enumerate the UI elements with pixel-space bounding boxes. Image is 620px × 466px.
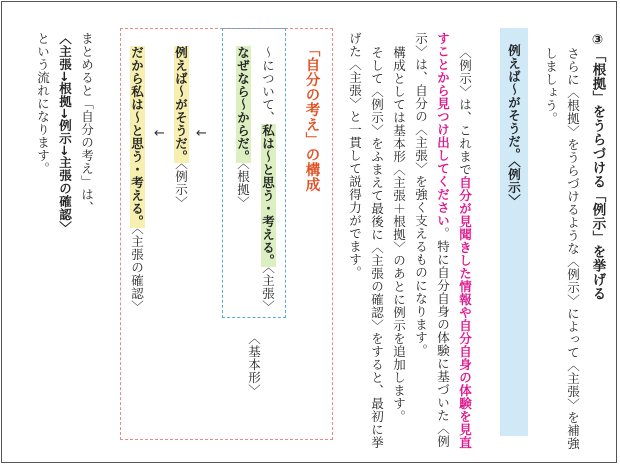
body-highlight-1: 自分が見聞きした情報や自分自身の体験を見直 <box>457 176 473 449</box>
body-line-2 <box>436 32 449 448</box>
conclusion-tag: 〈主張の確認〉 <box>129 228 145 313</box>
example-line <box>174 46 187 209</box>
reason-text: なぜなら〜からだ。 <box>235 46 251 163</box>
basic-form-box <box>222 28 286 318</box>
summary-line-3: という流れになります。 <box>35 32 51 175</box>
example-tag: 〈例示〉 <box>173 163 189 209</box>
structure-diagram-title: 「自分の考え」の構成 <box>303 42 320 192</box>
claim-lead: 〜について、 <box>260 46 276 124</box>
summary-line-2: 〈主張→根拠→例示→主張の確認〉 <box>57 32 73 234</box>
body-highlight-2: すことから見つけ出してください <box>435 32 451 227</box>
body-text-a: 〈例示〉は、これまで <box>457 46 473 176</box>
intro-line-2: しましょう。 <box>543 47 559 125</box>
arrow-left-2: ← <box>154 126 165 141</box>
conclusion-text: だから私は〜と思う・考える。 <box>129 46 145 228</box>
body-line-4: 構成としては基本形〈主張＋根拠〉のあとに例示を追加します。 <box>391 46 407 423</box>
arrow-left-1: ← <box>196 126 207 141</box>
body-line-1 <box>458 46 471 449</box>
body-line-6: げた〈主張〉と一貫して説得力がでます。 <box>347 32 363 279</box>
heading-number: ③ <box>589 32 606 49</box>
heading-text: 「根拠」をうらづける「例示」を挙げる <box>589 48 606 301</box>
body-text-b: 。特に自分自身の体験に基づいた〈例 <box>435 227 451 448</box>
example-text: 例えば〜がそうだ。 <box>173 46 189 163</box>
reason-line <box>236 46 249 209</box>
section-heading <box>590 32 604 301</box>
example-callout-text: 例えば〜がそうだ。〈例示〉 <box>506 44 522 207</box>
intro-line-1: さらに〈根拠〉をうらづけるような〈例示〉によって〈主張〉を補強 <box>565 47 581 450</box>
basic-form-label: 〈基本形〉 <box>246 332 262 397</box>
conclusion-line <box>130 46 143 313</box>
claim-text: 私は〜と思う・考える。 <box>260 124 276 267</box>
claim-tag: 〈主張〉 <box>260 267 276 313</box>
summary-line-1: まとめると「自分の考え」は、 <box>79 32 95 214</box>
claim-line <box>261 46 274 313</box>
body-line-5: そして〈例示〉をふまえて最後に〈主張の確認〉をすると、最初に挙 <box>369 46 385 449</box>
body-line-3: 示〉は、自分の〈主張〉を強く支えるものになります。 <box>413 32 429 357</box>
reason-tag: 〈根拠〉 <box>235 163 251 209</box>
